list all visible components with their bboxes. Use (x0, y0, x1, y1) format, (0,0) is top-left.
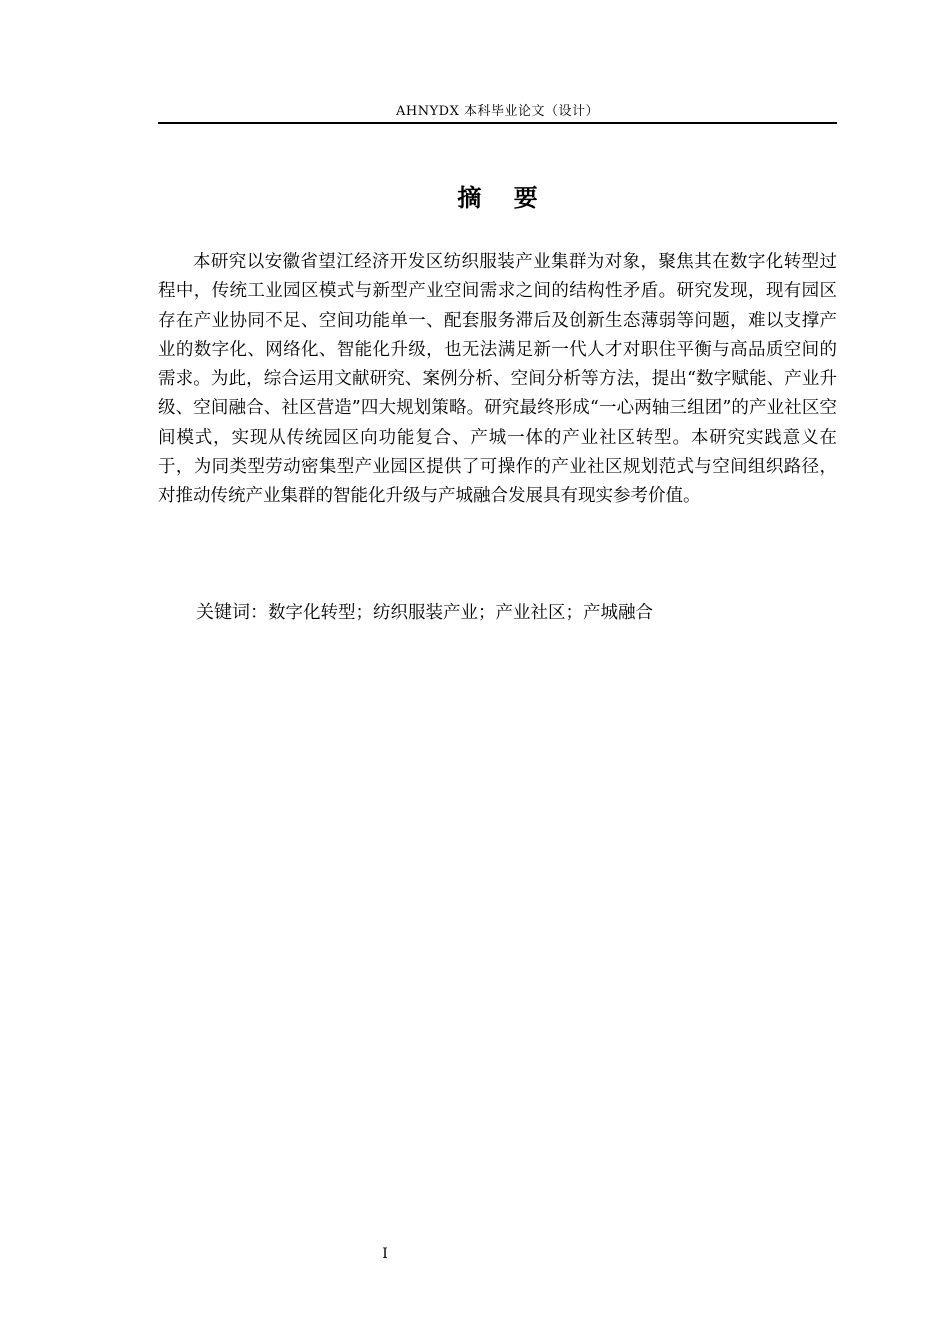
abstract-body: 本研究以安徽省望江经济开发区纺织服装产业集群为对象，聚焦其在数字化转型过程中，传统工业园区模式与新型产业空间需求之间的结构性矛盾。研究发现，现有园区存在产业协同不足、空间功能单一、配套服务滞后及创新生态薄弱等问题，难以支撑产业的数字化、网络化、智能化升级，也无法满足新一代人才对职住平衡与高品质空间的需求。为此，综合运用文献研究、案例分析、空间分析等方法，提出“数字赋能、产业升级、空间融合、社区营造”四大规划策略。研究最终形成“一心两轴三组团”的产业社区空间模式，实现从传统园区向功能复合、产城一体的产业社区转型。本研究实践意义在于，为同类型劳动密集型产业园区提供了可操作的产业社区规划范式与空间组织路径，对推动传统产业集群的智能化升级与产城融合发展具有现实参考价值。 (158, 252, 837, 507)
page-number: I (382, 1246, 388, 1262)
abstract-title (158, 183, 837, 213)
keywords-label: 关键词： (196, 602, 268, 623)
running-header: AHNYDX 本科毕业论文（设计） (396, 104, 599, 119)
keywords-line (196, 598, 837, 628)
header-rule (158, 122, 837, 124)
keywords-value: 数字化转型；纺织服装产业；产业社区；产城融合 (268, 603, 653, 623)
abstract-title-text: 摘 要 (457, 184, 538, 212)
